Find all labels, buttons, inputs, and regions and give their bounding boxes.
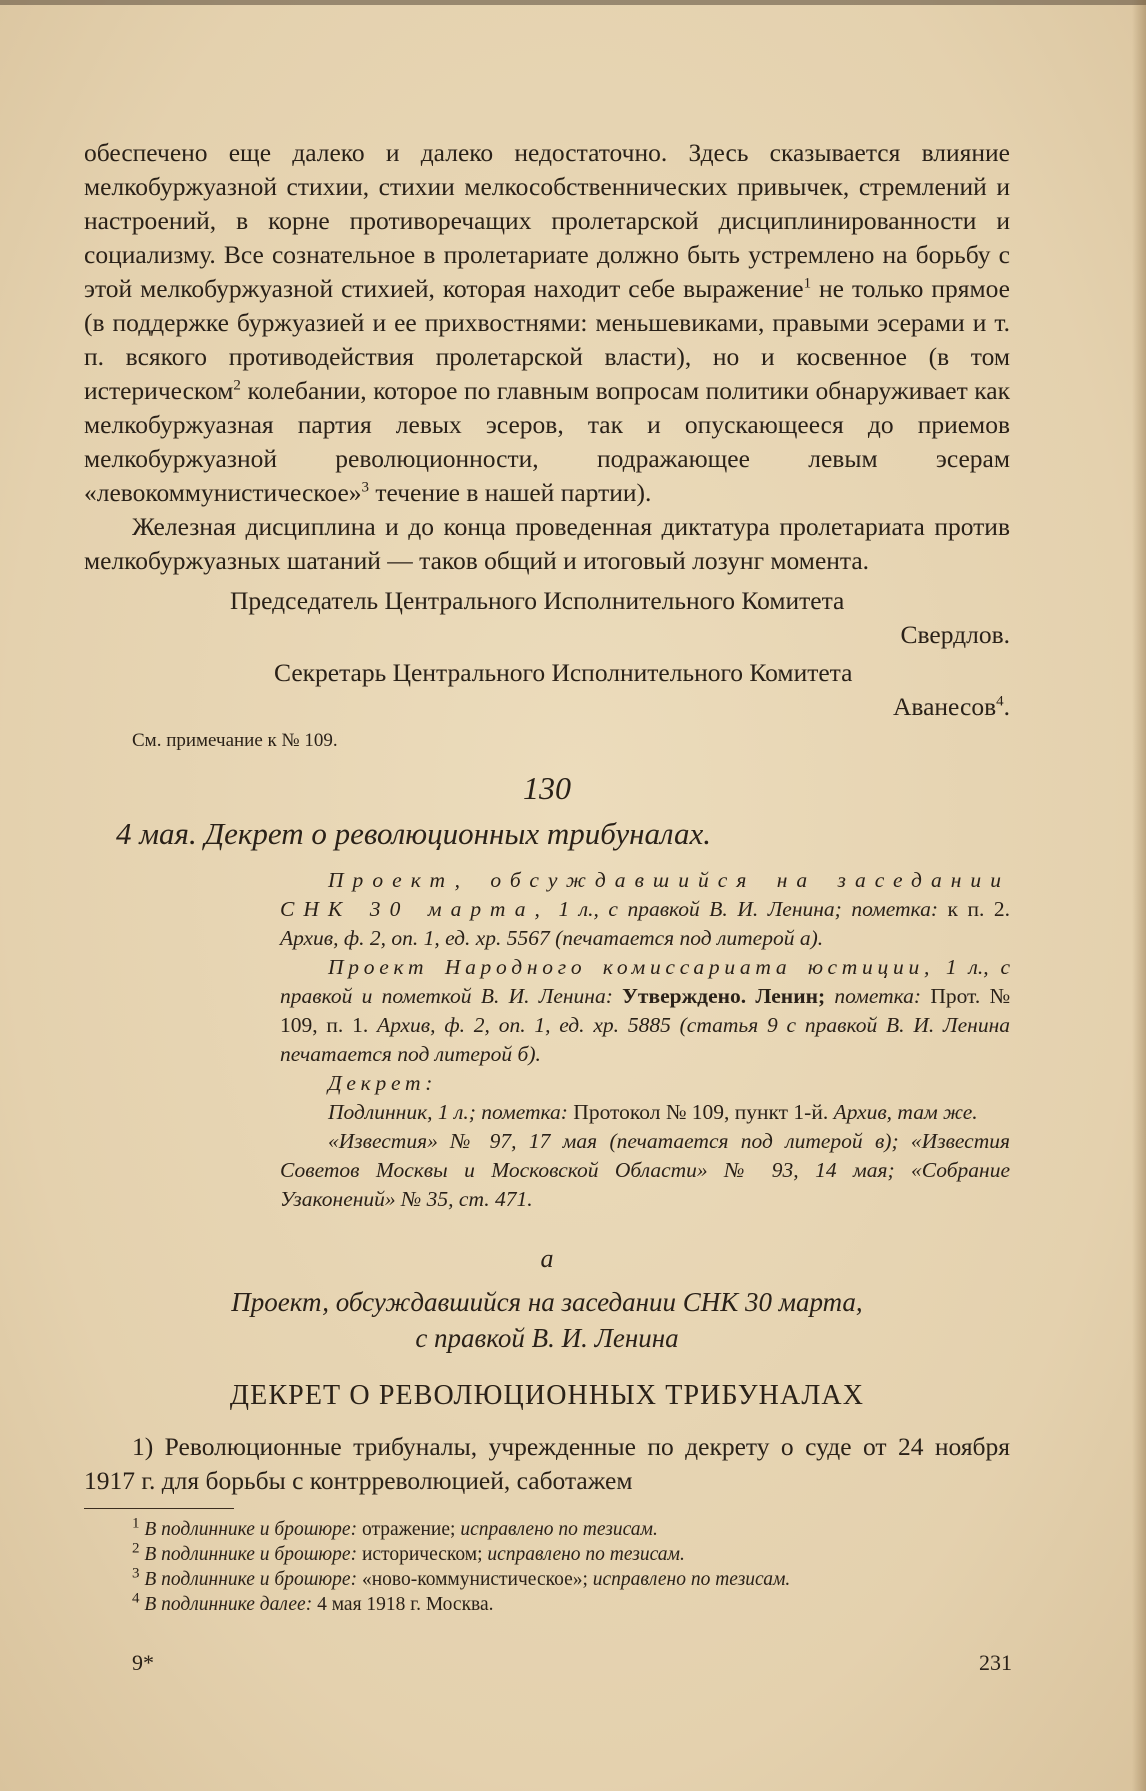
footnote-ref-4[interactable]: 4: [996, 693, 1004, 710]
footnote-fix: исправлено по тезисам.: [587, 1569, 791, 1590]
source-upright: Протокол № 109, пункт 1-й.: [567, 1100, 829, 1124]
see-note: См. примечание к № 109.: [132, 730, 338, 751]
page-number: 231: [979, 1650, 1012, 1675]
footnote: [84, 1567, 1010, 1592]
page-top-edge: [0, 0, 1146, 5]
paragraph-text: обеспечено еще далеко и далеко недостаточно. Здесь сказывается влияние мелкобуржуазной стихии, стихии мелкособственнических привычек, стремлений и настроений, в корне противоречащих пролетарской дисциплинированности и социализму. Все сознательное в пролетариате должно быть устремлено на борьбу с этой мелкобуржуазной стихией, которая находит себе выражение: [84, 138, 1010, 303]
footnote-text: «ново-коммунистическое»;: [357, 1569, 588, 1590]
document-title: 4 мая. Декрет о революционных трибуналах.: [116, 816, 711, 851]
source-spaced: Проект Народного комиссариата юстиции,: [328, 955, 935, 979]
footnote-number: 1: [132, 1515, 140, 1532]
footnotes: [84, 1517, 1010, 1617]
footnote-label: В подлиннике и брошюре:: [144, 1519, 358, 1540]
source-draft-justice: [280, 953, 1010, 1069]
footnote-text: 4 мая 1918 г. Москва.: [312, 1594, 494, 1615]
source-text: Архив, ф. 2, оп. 1, ед. хр. 5567 (печатается под литерой а).: [280, 926, 824, 950]
source-text: Подлинник, 1 л.; пометка:: [328, 1100, 568, 1124]
footnote-label: В подлиннике и брошюре:: [144, 1544, 358, 1565]
footnote-fix: исправлено по тезисам.: [482, 1544, 685, 1565]
footnote: [84, 1517, 1010, 1542]
source-upright: Прот. № 109, п. 1.: [280, 984, 1011, 1037]
chair-name: Свердлов.: [900, 620, 1010, 649]
chair-title: Председатель Центрального Исполнительного Комитета: [230, 586, 845, 615]
source-text: 1 л., с правкой и пометкой В. И. Ленина:: [280, 955, 1011, 1008]
footnote: [84, 1592, 1010, 1617]
footnote-ref-2[interactable]: 2: [233, 377, 241, 394]
footnote-ref-3[interactable]: 3: [361, 479, 370, 496]
section-subtitle: [84, 1284, 1010, 1356]
secretary-title: Секретарь Центрального Исполнительного Комитета: [274, 658, 853, 687]
text-column: [84, 136, 1010, 1617]
footnote-label: В подлиннике и брошюре:: [144, 1569, 358, 1590]
subtitle-line: с правкой В. И. Ленина: [415, 1323, 679, 1353]
footnote-number: 2: [132, 1540, 140, 1557]
source-text: пометка:: [825, 984, 922, 1008]
source-publications: «Известия» № 97, 17 мая (печатается под литерой в); «Известия Советов Москвы и Московской Области» № 93, 14 мая; «Собрание Узаконений» № 35, ст. 471.: [280, 1129, 1010, 1211]
paragraph-text: течение в нашей партии).: [369, 478, 652, 507]
source-text: Архив, там же.: [828, 1100, 978, 1124]
secretary-period: .: [1003, 692, 1010, 721]
document-number: 130: [523, 770, 571, 806]
paragraph-continuation: [84, 136, 1010, 510]
footnote-text: отражение;: [357, 1519, 456, 1540]
source-spaced: Проект, обсуждавшийся на заседании СНК 30 марта,: [280, 868, 1010, 921]
footnote-fix: исправлено по тезисам.: [455, 1519, 658, 1540]
sources-block: [280, 866, 1010, 1214]
source-bold: Утверждено. Ленин;: [612, 984, 826, 1008]
subtitle-line: Проект, обсуждавшийся на заседании СНК 30 марта,: [231, 1287, 863, 1317]
footnote-text: историческом;: [357, 1544, 483, 1565]
paragraph-text: не только прямое (в поддержке буржуазией и ее прихвостнями: меньшевиками, правыми эсерами и т. п. всякого противодействия пролетарской власти), но и косвенное (в том истерическом: [84, 274, 1011, 405]
paragraph-text: колебании, которое по главным вопросам политики обнаруживает как мелкобуржуазная партия левых эсеров, так и опускающееся до приемов мелкобуржуазной революционности, подражающее левым эсерам «левокоммунистическое»: [84, 376, 1010, 507]
source-original: [280, 1098, 1010, 1127]
decree-heading: ДЕКРЕТ О РЕВОЛЮЦИОННЫХ ТРИБУНАЛАХ: [229, 1380, 865, 1411]
paragraph-slogan: Железная дисциплина и до конца проведенная диктатура пролетариата против мелкобуржуазных шатаний — таков общий и итоговый лозунг момента.: [84, 512, 1010, 575]
footnote-number: 4: [132, 1590, 140, 1607]
footnote-ref-1[interactable]: 1: [803, 275, 812, 292]
source-decree-label: [280, 1069, 1010, 1098]
clause-1: 1) Революционные трибуналы, учрежденные по декрету о суде от 24 ноября 1917 г. для борьбы с контрреволюцией, саботажем: [84, 1432, 1010, 1495]
footnote-label: В подлиннике далее:: [144, 1594, 313, 1615]
source-draft-snk: [280, 866, 1010, 953]
source-text: Архив, ф. 2, оп. 1, ед. хр. 5885 (статья 9 с правкой В. И. Ленина печатается под литерой б).: [280, 1013, 1010, 1066]
secretary-signature: [84, 690, 1010, 724]
footnote-number: 3: [132, 1565, 140, 1582]
section-letter: а: [540, 1244, 554, 1273]
footnote-rule: [84, 1508, 234, 1509]
source-text: 1 л., с правкой В. И. Ленина; пометка:: [548, 897, 938, 921]
secretary-name: Аванесов: [892, 692, 997, 721]
source-upright: к п. 2.: [937, 897, 1011, 921]
footnote: [84, 1542, 1010, 1567]
signature-mark: 9*: [132, 1650, 154, 1675]
source-spaced: Декрет:: [328, 1071, 438, 1095]
